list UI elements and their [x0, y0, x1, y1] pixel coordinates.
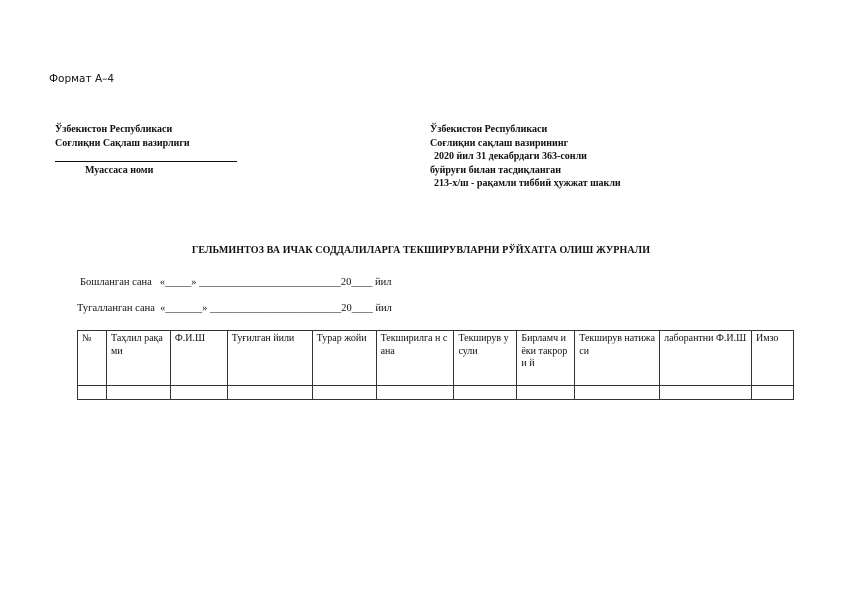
right-header-approved: буйруғи билан тасдиқланган [430, 164, 561, 176]
table-cell[interactable] [376, 386, 454, 400]
table-cell[interactable] [312, 386, 376, 400]
table-cell[interactable] [751, 386, 793, 400]
table-cell[interactable] [106, 386, 170, 400]
start-date-label: Бошланган сана [80, 277, 152, 288]
journal-title: ГЕЛЬМИНТОЗ ВА ИЧАК СОДДАЛИЛАРГА ТЕКШИРУВЛАРНИ РЎЙХАТГА ОЛИШ ЖУРНАЛИ [191, 245, 651, 256]
table-cell[interactable] [170, 386, 227, 400]
table-cell[interactable] [660, 386, 752, 400]
table-header-row [78, 331, 794, 386]
right-header-form-number: 213-х/ш - рақамли тиббий ҳужжат шакли [434, 178, 621, 189]
table-cell[interactable] [78, 386, 107, 400]
left-header-country: Ўзбекистон Республикаси [55, 124, 173, 135]
end-date-line [77, 303, 392, 314]
right-header-country: Ўзбекистон Республикаси [430, 124, 548, 135]
header-full-name: Ф.И.Ш [170, 331, 227, 386]
header-number: № [78, 331, 107, 386]
end-date-blank: «_______» _________________________20____ йил [160, 303, 392, 314]
institution-name-line [55, 152, 237, 162]
header-lab-assistant: лаборантни Ф.И.Ш [660, 331, 752, 386]
institution-name-label: Муассаса номи [85, 165, 154, 176]
header-exam-date: Текширилга н сана [376, 331, 454, 386]
left-header-ministry: Соғлиқни Сақлаш вазирлиги [55, 138, 190, 149]
table-cell[interactable] [517, 386, 575, 400]
table-cell[interactable] [227, 386, 312, 400]
end-date-label: Тугалланган сана [77, 303, 155, 314]
header-address: Турар жойи [312, 331, 376, 386]
start-date-line [80, 277, 391, 288]
header-primary-or-repeat: Бирламч и ёки такрори й [517, 331, 575, 386]
header-exam-method: Текширув усули [454, 331, 517, 386]
header-signature: Имзо [751, 331, 793, 386]
start-date-blank: «_____» ___________________________20____ йил [159, 277, 392, 288]
table-row [78, 386, 794, 400]
right-header [430, 123, 621, 191]
header-birth-year: Туғилган йили [227, 331, 312, 386]
journal-table [77, 330, 794, 400]
table-cell[interactable] [454, 386, 517, 400]
left-header [55, 123, 237, 178]
table-cell[interactable] [575, 386, 660, 400]
right-header-order-date: 2020 йил 31 декабрдаги 363-сонли [434, 151, 587, 162]
header-analysis-number: Таҳлил рақами [106, 331, 170, 386]
format-label: Формат А–4 [49, 73, 115, 85]
header-exam-result: Текширув натижаси [575, 331, 660, 386]
right-header-minister: Соғлиқни сақлаш вазирининг [430, 137, 569, 149]
